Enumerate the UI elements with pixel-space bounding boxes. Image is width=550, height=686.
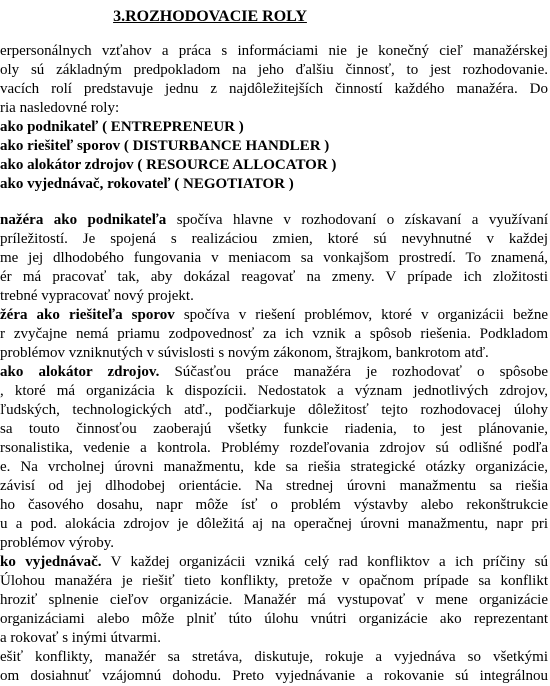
body-text: sa touto činnosťou zaoberajú všetky funkcie riadenia, to jest plánovanie, — [0, 421, 548, 437]
text-line — [0, 477, 548, 496]
text-line — [0, 344, 548, 363]
text-line — [0, 118, 548, 137]
body-text: Súčasťou práce manažéra je rozhodovať o spôsobe — [159, 364, 548, 380]
body-text: u a pod. alokácia zdrojov je dôležitá aj na operačnej úrovni manažmentu, napr pri — [0, 516, 548, 532]
body-text: spočíva hlavne v rozhodovaní o získavaní a využívaní — [166, 212, 548, 228]
text-line — [0, 648, 548, 667]
body-text: príležitostí. Je spojená s realizáciou zmien, ktoré sú nevyhnutné v každej — [0, 231, 548, 247]
text-line — [0, 515, 548, 534]
body-text: rsonalistika, vedenie a kontrola. Problémy rozdeľovania zdrojov sú odlišné podľa — [0, 440, 548, 456]
text-line — [0, 230, 548, 249]
text-line — [0, 325, 548, 344]
body-text: erpersonálnych vzťahov a práca s informáciami nie je konečný cieľ manažérskej — [0, 43, 548, 59]
body-text: problémov výroby. — [0, 535, 115, 551]
body-text: ľudských, technologických atď., podčiarkuje dôležitosť tejto rozhodovacej úlohy — [0, 402, 548, 418]
body-text: spočíva v riešení problémov, ktoré v organizácii bežne — [174, 307, 548, 323]
text-line — [0, 458, 548, 477]
text-line — [0, 610, 548, 629]
bold-text: ako vyjednávač, rokovateľ ( NEGOTIATOR ) — [0, 176, 294, 192]
body-text: závisí od jej dlhodobej orientácie. Na strednej úrovni manažmentu sa riešia — [0, 478, 548, 494]
text-line — [0, 553, 548, 572]
body-text: e. Na vrcholnej úrovni manažmentu, kde sa riešia strategické otázky organizácie, — [0, 459, 548, 475]
text-line — [0, 401, 548, 420]
body-text: V každej organizácii vzniká celý rad konfliktov a ich príčiny sú — [101, 554, 548, 570]
text-line — [0, 287, 548, 306]
text-line — [0, 496, 548, 515]
body-text: oly sú základným predpokladom na jeho ďalšiu činnosť, to jest rozhodovanie. — [0, 62, 548, 78]
body-text: trebné vypracovať nový projekt. — [0, 288, 194, 304]
text-line — [0, 61, 548, 80]
body-text: me jej dlhodobého fungovania v meniacom sa vonkajšom prostredí. To znamená, — [0, 250, 548, 266]
text-line — [0, 382, 548, 401]
text-line — [0, 572, 548, 591]
text-line — [0, 249, 548, 268]
bold-text: žéra ako riešiteľa sporov — [0, 307, 175, 323]
body-text: om dosiahnuť vzájomnú dohodu. Preto vyjednávanie a rokovanie sú integrálnou — [0, 668, 548, 684]
bold-text: ako podnikateľ ( ENTREPRENEUR ) — [0, 119, 244, 135]
body-text: organizáciami alebo môže plniť túto úlohu vnútri organizácie ako reprezentant — [0, 611, 548, 627]
body-text: r zvyčajne nemá priamu zodpovednosť za ich vznik a spôsob riešenia. Podkladom — [0, 326, 548, 342]
body-text: ria nasledovné roly: — [0, 100, 120, 116]
body-text: a rokovať s inými útvarmi. — [0, 630, 161, 646]
text-line — [0, 42, 548, 61]
text-line — [0, 306, 548, 325]
body-text: problémov vzniknutých v súvislosti s novým zákonom, štrajkom, bankrotom atď. — [0, 345, 489, 361]
text-line — [0, 268, 548, 287]
text-line — [0, 534, 548, 553]
body-text: hroziť splnenie cieľov organizácie. Manažér má vystupovať v mene organizácie — [0, 592, 548, 608]
text-line — [0, 80, 548, 99]
text-line — [0, 156, 548, 175]
text-line — [0, 175, 548, 194]
bold-text: ako riešiteľ sporov ( DISTURBANCE HANDLER ) — [0, 138, 330, 154]
body-text: , ktoré má organizácia k dispozícii. Nedostatok a význam jednotlivých zdrojov, — [0, 383, 548, 399]
text-line — [0, 667, 548, 686]
text-line — [0, 211, 548, 230]
text-line — [0, 363, 548, 382]
bold-text: nažéra ako podnikateľa — [0, 212, 167, 228]
body-text: vacích rolí predstavuje jednu z najdôležitejších činností každého manažéra. Do — [0, 81, 548, 97]
body-text: Úlohou manažéra je riešiť tieto konflikty, pretože v opačnom prípade sa konflikt — [0, 573, 548, 589]
bold-text: ako alokátor zdrojov. — [0, 364, 160, 380]
body-text: ešiť konflikty, manažér sa stretáva, diskutuje, rokuje a vyjednáva so všetkými — [0, 649, 548, 665]
bold-text: ako alokátor zdrojov ( RESOURCE ALLOCATOR ) — [0, 157, 337, 173]
text-line — [0, 137, 548, 156]
text-line — [0, 420, 548, 439]
text-line — [0, 439, 548, 458]
text-line — [0, 629, 548, 648]
body-text: ér má pracovať tak, aby dokázal reagovať na zmeny. V prípade ich zložitosti — [0, 269, 548, 285]
text-line — [0, 591, 548, 610]
bold-text: ko vyjednávač. — [0, 554, 102, 570]
section-heading: 3.ROZHODOVACIE ROLY — [113, 8, 307, 25]
body-text: ho časového dosahu, napr môže ísť o problém výstavby alebo rekonštrukcie — [0, 497, 548, 513]
text-line — [0, 99, 548, 118]
